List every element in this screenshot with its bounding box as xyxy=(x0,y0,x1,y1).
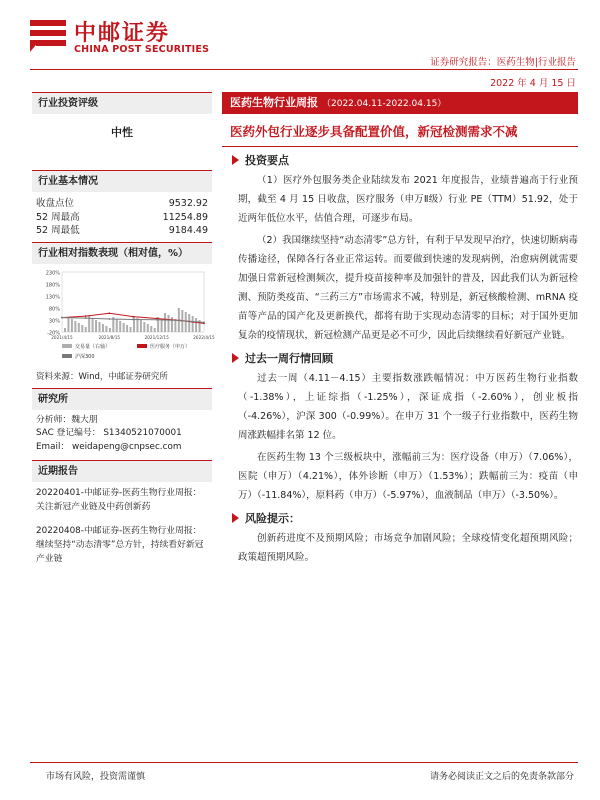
series-point xyxy=(85,315,87,317)
investment-rating: 中性 xyxy=(111,126,133,139)
section-heading-key-points xyxy=(222,152,578,168)
report-body xyxy=(222,92,578,567)
legend-label: 医疗服务（申万） xyxy=(150,343,191,350)
volume-bar xyxy=(136,318,138,332)
report-title: 医药外包行业逐步具备配置价值，新冠检测需求不减 xyxy=(230,124,518,139)
legend-swatch xyxy=(137,344,147,348)
report-date-range: （2022.04.11-2022.04.15） xyxy=(322,99,447,109)
volume-bar xyxy=(102,324,104,332)
volume-bar xyxy=(78,323,80,332)
volume-bar xyxy=(71,319,73,332)
volume-bar xyxy=(154,328,156,332)
basic-info-label: 收盘点位 xyxy=(36,198,75,209)
logo-chinese-name: 中邮证券 xyxy=(74,21,171,46)
volume-bar xyxy=(161,319,163,332)
volume-bar xyxy=(85,327,87,332)
performance-heading: 行业相对指数表现（相对值，%） xyxy=(32,242,212,264)
relative-performance-chart xyxy=(32,266,215,371)
research-heading: 研究所 xyxy=(32,388,212,410)
volume-bar xyxy=(105,326,107,332)
volume-bar xyxy=(168,315,170,332)
legend-label: 交易量（右轴） xyxy=(75,343,111,350)
volume-bar xyxy=(99,322,101,332)
y-tick-label: 30% xyxy=(48,318,60,324)
x-tick-label: 2022/4/15 xyxy=(193,334,215,340)
footer-divider xyxy=(30,762,578,763)
volume-bar xyxy=(123,323,125,332)
section-heading-risk xyxy=(222,510,578,526)
volume-bar xyxy=(147,324,149,332)
basic-info-value: 9184.49 xyxy=(168,225,208,236)
volume-bar xyxy=(133,316,135,332)
volume-bar xyxy=(119,321,121,332)
volume-bar xyxy=(109,328,111,332)
y-tick-label: 130% xyxy=(45,294,60,300)
report-date: 2022 年 4 月 15 日 xyxy=(490,78,576,89)
section-heading-text: 风险提示： xyxy=(245,512,300,525)
volume-bar xyxy=(126,325,128,332)
section-heading-market-review xyxy=(222,350,578,366)
basic-info-value: 9532.92 xyxy=(168,198,208,209)
volume-bar xyxy=(81,325,83,332)
basic-info-label: 52 周最低 xyxy=(36,225,80,236)
report-type-bar xyxy=(222,92,578,114)
volume-bar xyxy=(174,319,176,332)
breadcrumb: 证券研究报告：医药生物|行业报告 xyxy=(430,57,576,68)
volume-bar xyxy=(157,317,159,332)
rating-heading: 行业投资评级 xyxy=(32,92,212,114)
paragraph: （1）医疗外包服务类企业陆续发布 2021 年度报告，业绩普遍高于行业预期，截至 4 月 15 日收盘，医疗服务（申万Ⅱ级）行业 PE（TTM）51.92，处于近两年低位水平，估值合理，可逐步布局。 xyxy=(238,175,578,224)
x-tick-label: 2021/8/15 xyxy=(98,334,121,340)
paragraph: 创新药进度不及预期风险；市场竞争加剧风险；全球疫情变化超预期风险；政策超预期风险。 xyxy=(238,533,578,563)
recent-report-item[interactable]: 20220408-中邮证券-医药生物行业周报：继续坚持“动态清零”总方针，持续看好新冠产业链 xyxy=(36,526,204,564)
basic-info-row xyxy=(32,211,212,225)
y-tick-label: -20% xyxy=(47,330,60,336)
sidebar xyxy=(32,92,215,572)
volume-bar xyxy=(95,320,97,332)
legend-label: 沪深300 xyxy=(75,353,95,360)
analyst-name: 分析师：魏大朋 xyxy=(36,414,98,425)
basic-info-label: 52 周最高 xyxy=(36,211,80,223)
y-tick-label: 80% xyxy=(48,306,60,312)
volume-bar xyxy=(92,318,94,332)
paragraph: 在医药生物 13 个三级板块中，涨幅前三为：医疗设备（申万）（7.06%），医院（申万）（4.21%），体外诊断（申万）（1.53%）；跌幅前三为：疫苗（申万）（-11.84%），原料药（申万）（-5.97%），血液制品（申万）（-3.50%）。 xyxy=(238,452,578,501)
x-tick-label: 2021/12/15 xyxy=(144,334,169,340)
volume-bar xyxy=(188,314,190,332)
y-tick-label: 230% xyxy=(45,270,60,276)
performance-chart-svg xyxy=(32,266,215,371)
basic-info-list xyxy=(32,192,212,242)
x-tick-label: 2021/4/15 xyxy=(51,334,73,340)
paragraph: （2）我国继续坚持“动态清零”总方针，有利于早发现早治疗，快速切断病毒传播途径，保障各行各业正常运转。而要做到快速的发现病例，治愈病例就需要加强日常新冠检测频次，提升疫苗接种率及加强针的普及，因此我们认为新冠检测、预防类疫苗、“三药三方”市场需求不减，特别是，新冠核酸检测、mRNA 疫苗等产品的国产化及更新换代，都将有助于实现动态清零的目标；对于国外更加复杂的疫情现状，新冠检测产品更是必不可少，因此后续继续看好新冠产业链。 xyxy=(238,235,578,341)
triangle-bullet-icon xyxy=(232,155,239,165)
volume-bar xyxy=(195,318,197,332)
legend-swatch xyxy=(62,354,72,358)
basic-info-row xyxy=(32,224,212,238)
chart-source: 资料来源：Wind，中邮证券研究所 xyxy=(36,371,168,382)
legend-swatch xyxy=(62,344,72,348)
volume-bar xyxy=(140,320,142,332)
logo-english-name: CHINA POST SECURITIES xyxy=(74,44,210,55)
triangle-bullet-icon xyxy=(232,353,239,363)
analyst-info xyxy=(32,410,212,461)
footer-disclaimer-note: 请务必阅读正文之后的免责条款部分 xyxy=(429,772,574,782)
basic-info-row xyxy=(32,197,212,211)
series-point xyxy=(179,319,181,321)
volume-bar xyxy=(164,313,166,332)
volume-bar xyxy=(130,327,132,332)
series-point xyxy=(132,315,134,317)
series-point xyxy=(156,318,158,320)
series-point xyxy=(132,318,134,320)
paragraph: 过去一周（4.11－4.15）主要指数涨跌幅情况：中万医药生物行业指数（-1.38%），上证综指（-1.25%），深证成指（-2.60%），创业板指（-4.26%），沪深 300（-0.99%）。在申万 31 个一级子行业指数中，医药生物周涨跌幅排名第 12 位。 xyxy=(238,373,578,441)
series-point xyxy=(108,312,110,314)
volume-bar xyxy=(150,326,152,332)
volume-bar xyxy=(185,312,187,332)
recent-reports-heading: 近期报告 xyxy=(32,460,212,482)
series-point xyxy=(61,316,63,318)
title-divider xyxy=(222,146,578,147)
series-point xyxy=(203,321,205,323)
company-logo xyxy=(28,14,248,60)
volume-bar xyxy=(116,319,118,332)
series-point xyxy=(85,317,87,319)
basic-info-heading: 行业基本情况 xyxy=(32,170,212,192)
analyst-sac-number: SAC 登记编号： S1340521070001 xyxy=(36,428,182,438)
basic-info-value: 11254.89 xyxy=(162,211,208,223)
series-point xyxy=(108,318,110,320)
volume-bar xyxy=(64,328,66,332)
analyst-email: Email： weidapeng@cnpsec.com xyxy=(36,441,182,452)
section-heading-text: 投资要点 xyxy=(245,154,289,167)
volume-bar xyxy=(74,321,76,332)
section-heading-text: 过去一周行情回顾 xyxy=(245,352,333,365)
y-tick-label: 180% xyxy=(45,282,60,288)
footer-risk-note: 市场有风险，投资需谨慎 xyxy=(46,772,146,782)
header-divider xyxy=(30,69,578,70)
report-type: 医药生物行业周报 xyxy=(230,96,318,109)
china-post-logo-icon xyxy=(28,14,68,54)
volume-bar xyxy=(192,316,194,332)
recent-report-item[interactable]: 20220401-中邮证券-医药生物行业周报：关注新冠产业链及中药创新药 xyxy=(36,488,202,512)
volume-bar xyxy=(143,322,145,332)
triangle-bullet-icon xyxy=(232,513,239,523)
volume-bar xyxy=(67,317,69,332)
